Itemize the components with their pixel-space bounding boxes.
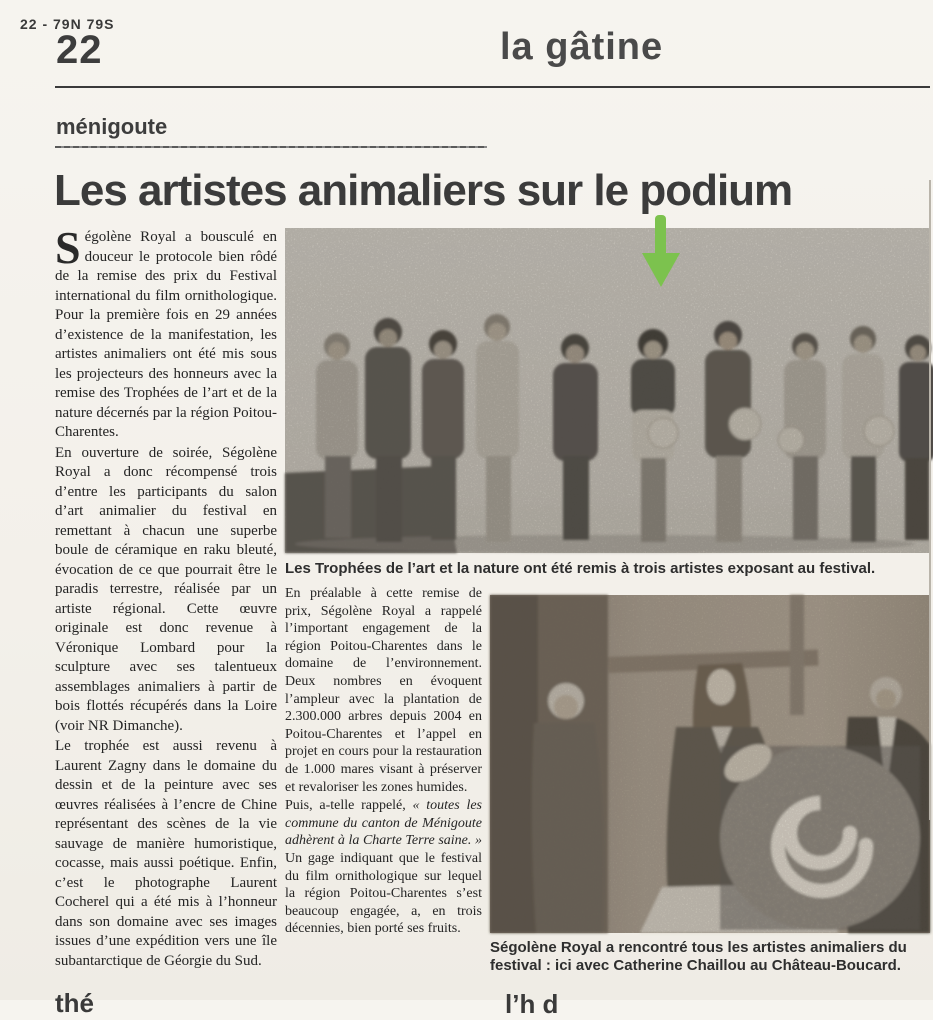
edition-code: 22 - 79N 79S: [20, 16, 115, 32]
paragraph-4: En préalable à cette remise de prix, Ségolène Royal a rappelé l’important engagement de la région Poitou-Charentes dans le domaine de l’environnement. Deux nombres en évoquent l’ampleur avec la plantation de 2.300.000 arbres depuis 2004 en Poitou-Charentes et l’appel en projet en cours pour la restauration de 1.000 mares visant à préserver et revaloriser les zones humides.: [285, 586, 482, 795]
paragraph-3: Le trophée est aussi revenu à Laurent Zagny dans le domaine du dessin et de la peinture avec ses œuvres réalisées à l’encre de Chine représentant des scènes de la vie sauvage de manière humoristique, cocasse, mais aussi poétique. Enfin, c’est le photographe Laurent Cocherel qui a été mis à l’honneur dans son domaine avec ses images issues d’une expédition vers une île subantarctique de Géorgie du Sud.: [55, 738, 277, 969]
photo-royal-vase: [490, 595, 930, 933]
page-number: 22: [56, 28, 103, 72]
article-column-left: [55, 222, 277, 980]
photo-award-group-illustration: [285, 228, 930, 553]
clipped-heading-right: l’h d: [505, 989, 559, 1019]
article-column-middle: [285, 585, 482, 977]
clipped-heading-left: thé: [55, 988, 94, 1018]
paragraph-2: En ouverture de soirée, Ségolène Royal a donc récompensé trois d’entre les participants du salon d’art animalier du festival en remettant à chacun une superbe boule de céramique en raku bleuté, évocation de ce que pourrait être le paradis terrestre, réalisée par un artiste régional. Cette œuvre originale est donc revenue à Véronique Lombard pour la sculpture avec ses talentueux assemblages animaliers à partir de bois flottés récupérés dans la Loire (voir NR Dimanche).: [55, 444, 277, 734]
scan-edge-artifact: [929, 180, 931, 820]
green-arrow-annotation: [640, 213, 682, 289]
kicker-menigoute: ménigoute: [56, 114, 168, 139]
paragraph-5: Puis, a-telle rappelé, « toutes les commune du canton de Ménigoute adhèrent à la Charte Terre saine. » Un gage indiquant que le festival du film ornithologique sur lequel la région Poitou-Charentes s’est beaucoup engagée, a, en trois décennies, bien porté ses fruits.: [285, 798, 482, 937]
header-rule: [55, 86, 930, 88]
photo-royal-vase-illustration: [490, 595, 930, 933]
photo1-caption: Les Trophées de l’art et la nature ont été remis à trois artistes exposant au festival.: [285, 560, 876, 577]
paragraph-1: Ségolène Royal a bousculé en douceur le protocole bien rôdé de la remise des prix du Festival international du film ornithologique. Pour la première fois en 29 années d’existence de la manifestation, les artistes animaliers ont été mis sous les projecteurs des honneurs avec la remise des Trophées de l’art et de la nature décernés par la région Poitou-Charentes.: [55, 222, 277, 440]
section-title: la gâtine: [500, 26, 664, 68]
dropcap: S: [55, 222, 81, 273]
quoted-speech: « toutes les commune du canton de Ménigoute adhèrent à la Charte Terre saine. »: [285, 798, 482, 849]
article-headline: Les artistes animaliers sur le podium: [54, 166, 793, 215]
photo-award-group: [285, 228, 930, 553]
kicker-rule: [55, 146, 487, 148]
photo2-caption: Ségolène Royal a rencontré tous les artistes animaliers du festival : ici avec Catherine Chaillou au Château-Boucard.: [490, 939, 907, 974]
